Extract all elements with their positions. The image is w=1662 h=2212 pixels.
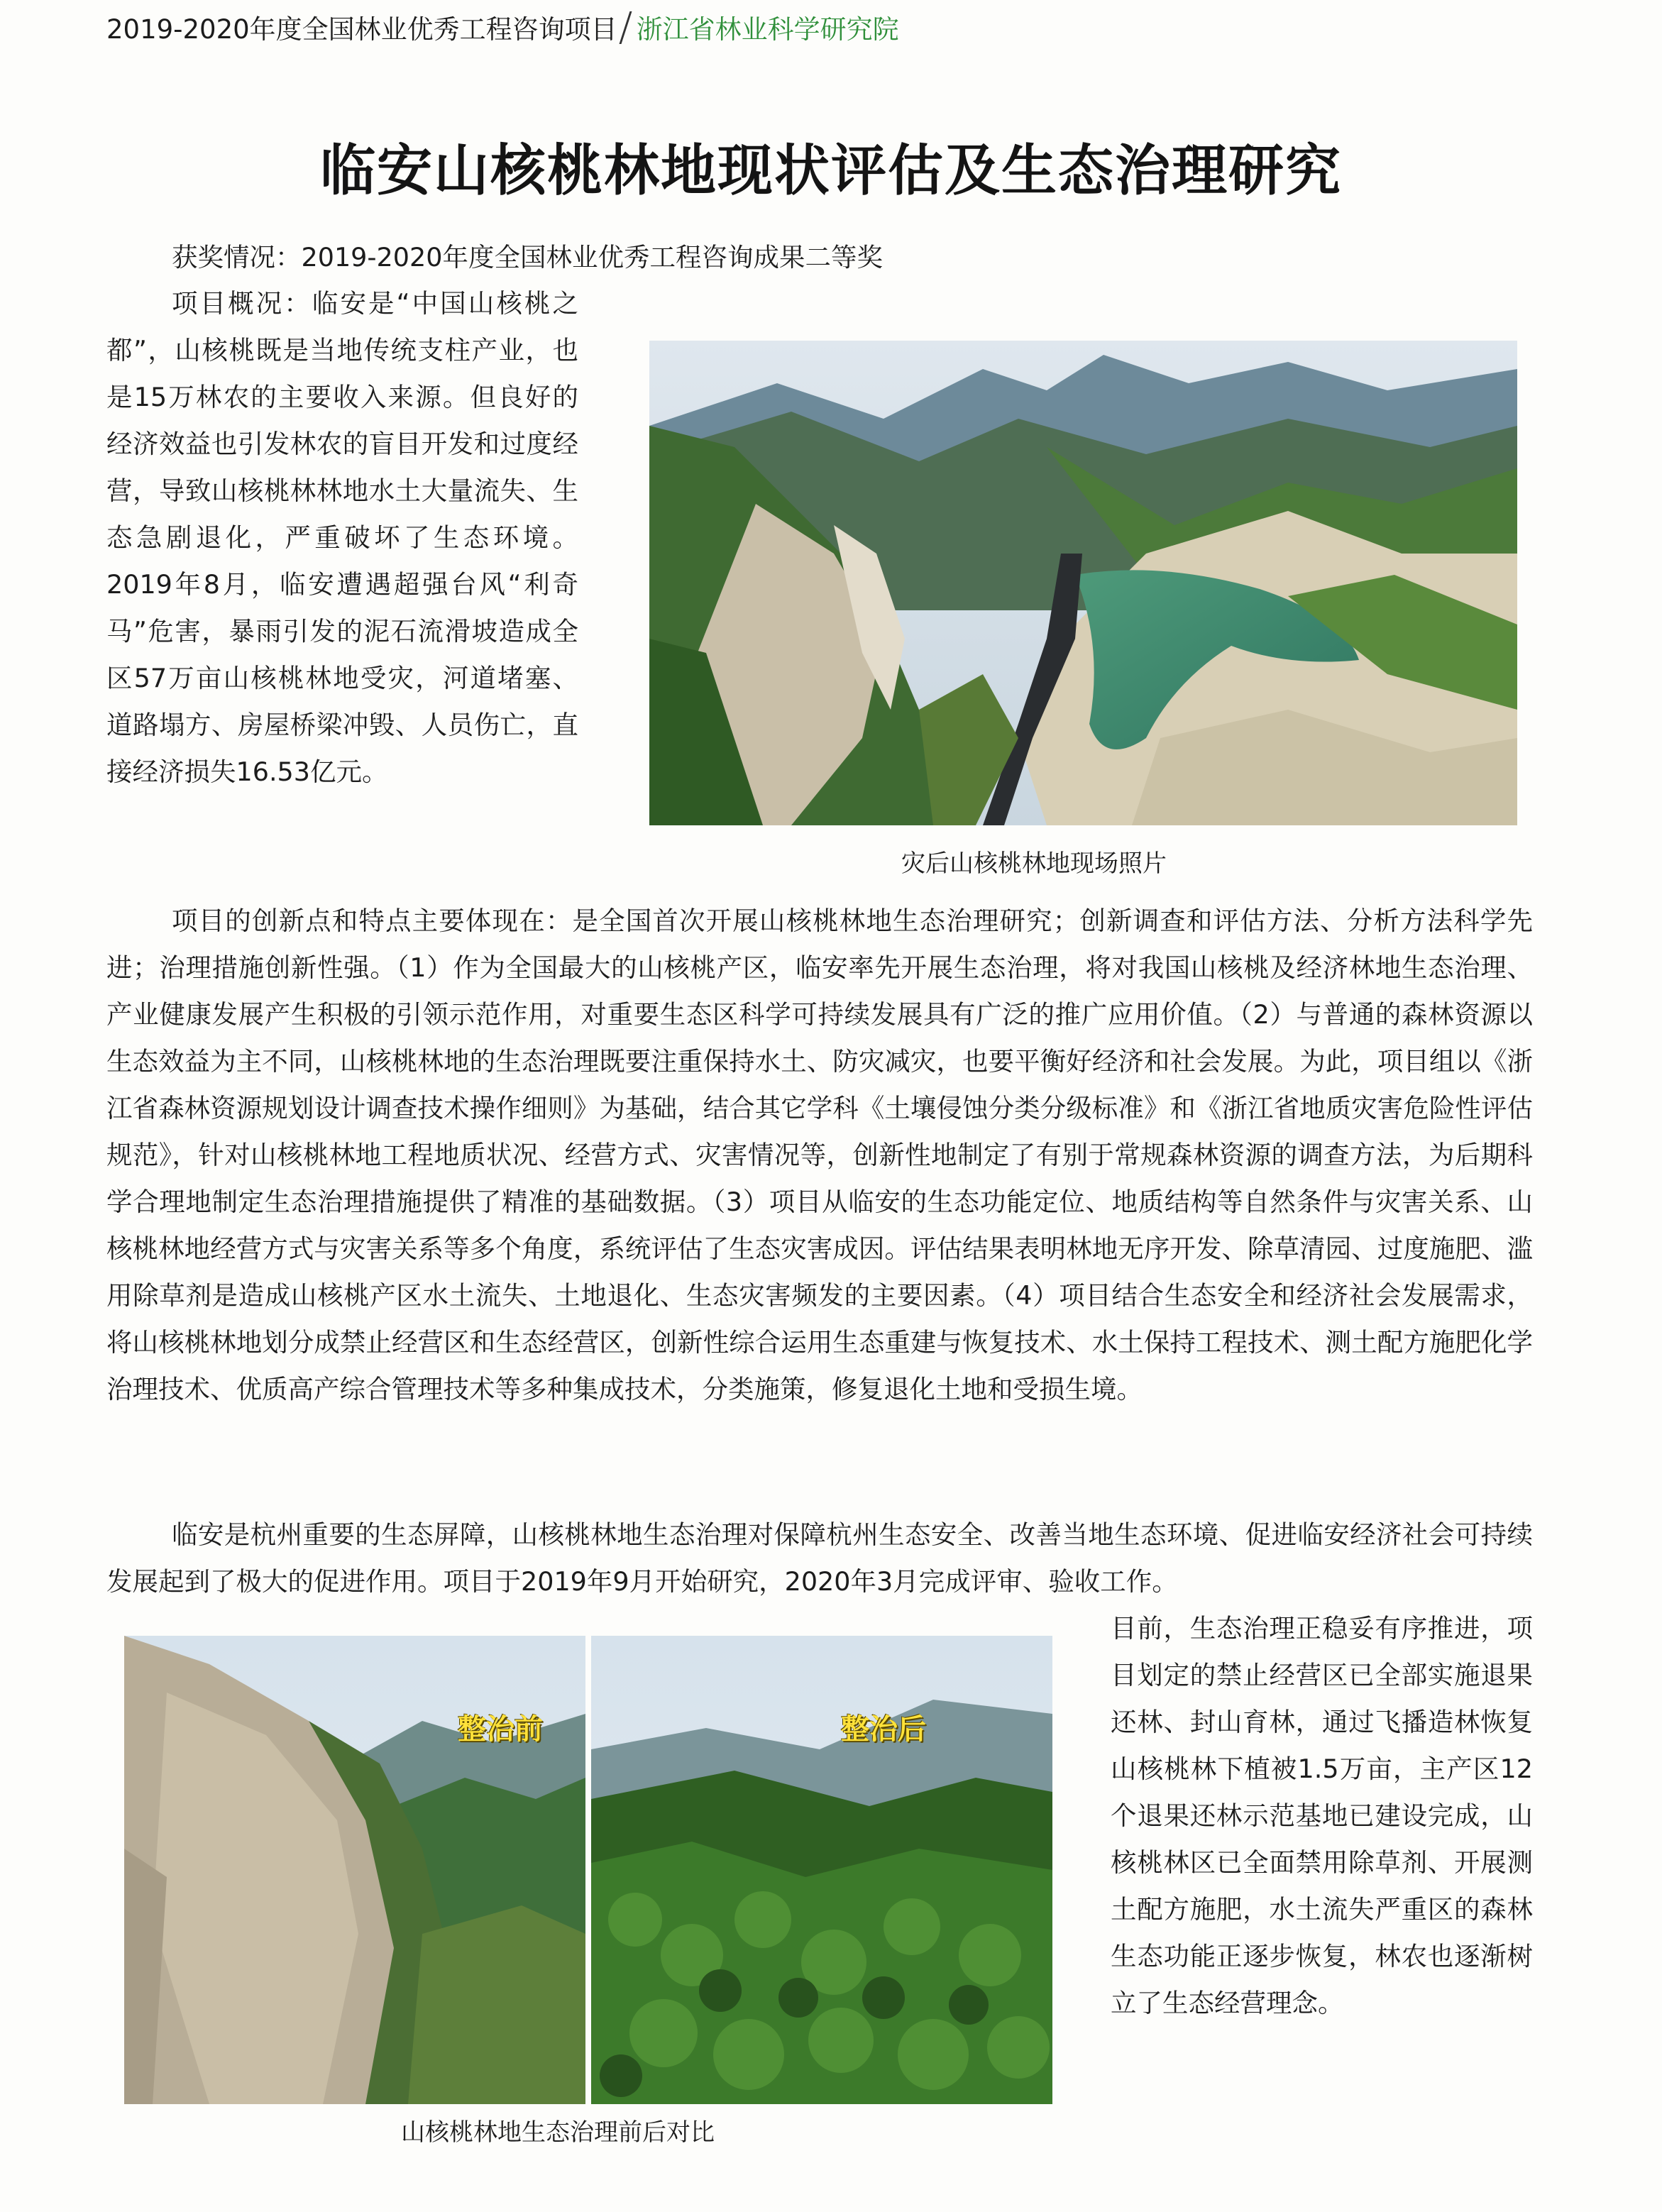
header-divider [619, 11, 632, 44]
body-paragraph-impact: 临安是杭州重要的生态屏障，山核桃林地生态治理对保障杭州生态安全、改善当地生态环境、促进临安经济社会可持续发展起到了极大的促进作用。项目于2019年9月开始研究，2020年3月完成评审、验收工作。 [106, 1519, 1533, 1597]
photo2-caption: 山核桃林地生态治理前后对比 [401, 2118, 715, 2147]
body-paragraph-innovation: 项目的创新点和特点主要体现在：是全国首次开展山核桃林地生态治理研究；创新调查和评估方法、分析方法科学先进；治理措施创新性强。（1）作为全国最大的山核桃产区，临安率先开展生态治理，将对我国山核桃及经济林地生态治理、产业健康发展产生积极的引领示范作用，对重要生态区科学可持续发展具有广泛的推广应用价值。（2）与普通的森林资源以生态效益为主不同，山核桃林地的生态治理既要注重保持水土、防灾减灾，也要平衡好经济和社会发展。为此，项目组以《浙江省森林资源规划设计调查技术操作细则》为基础，结合其它学科《土壤侵蚀分类分级标准》和《浙江省地质灾害危险性评估规范》，针对山核桃林地工程地质状况、经营方式、灾害情况等，创新性地制定了有别于常规森林资源的调查方法，为后期科学合理地制定生态治理措施提供了精准的基础数据。（3）项目从临安的生态功能定位、地质结构等自然条件与灾害关系、山核桃林地经营方式与灾害关系等多个角度，系统评估了生态灾害成因。评估结果表明林地无序开发、除草清园、过度施肥、滥用除草剂是造成山核桃产区水土流失、土地退化、生态灾害频发的主要因素。（4）项目结合生态安全和经济社会发展需求，将山核桃林地划分成禁止经营区和生态经营区，创新性综合运用生态重建与恢复技术、水土保持工程技术、测土配方施肥化学治理技术、优质高产综合管理技术等多种集成技术，分类施策，修复退化土地和受损生境。 [106, 906, 1533, 1404]
intro-paragraph: 项目概况：临安是“中国山核桃之都”，山核桃既是当地传统支柱产业，也是15万林农的主要收入来源。但良好的经济效益也引发林农的盲目开发和过度经营，导致山核桃林林地水土大量流失、生态急剧退化，严重破坏了生态环境。2019年8月，临安遭遇超强台风“利奇马”危害，暴雨引发的泥石流滑坡造成全区57万亩山核桃林地受灾，河道堵塞、道路塌方、房屋桥梁冲毁、人员伤亡，直接经济损失16.53亿元。 [106, 288, 578, 787]
article-title: 临安山核桃林地现状评估及生态治理研究 [319, 138, 1342, 203]
before-after-photo [124, 1636, 1052, 2104]
award-line: 获奖情况：2019-2020年度全国林业优秀工程咨询成果二等奖 [172, 242, 883, 273]
disaster-site-photo [649, 341, 1517, 825]
after-label: 整治后 [841, 1713, 926, 1746]
page-header [106, 9, 899, 51]
project-series-label: 2019-2020年度全国林业优秀工程咨询项目 [106, 14, 617, 45]
body-paragraph-progress: 目前，生态治理正稳妥有序推进，项目划定的禁止经营区已全部实施退果还林、封山育林，通过飞播造林恢复山核桃林下植被1.5万亩，主产区12个退果还林示范基地已建设完成，山核桃林区已全面禁用除草剂、开展测土配方施肥，水土流失严重区的森林生态功能正逐步恢复，林农也逐渐树立了生态经营理念。 [1111, 1613, 1533, 2018]
institute-label: 浙江省林业科学研究院 [636, 14, 899, 45]
before-label: 整治前 [458, 1713, 543, 1746]
photo1-caption: 灾后山核桃林地现场照片 [901, 849, 1167, 878]
